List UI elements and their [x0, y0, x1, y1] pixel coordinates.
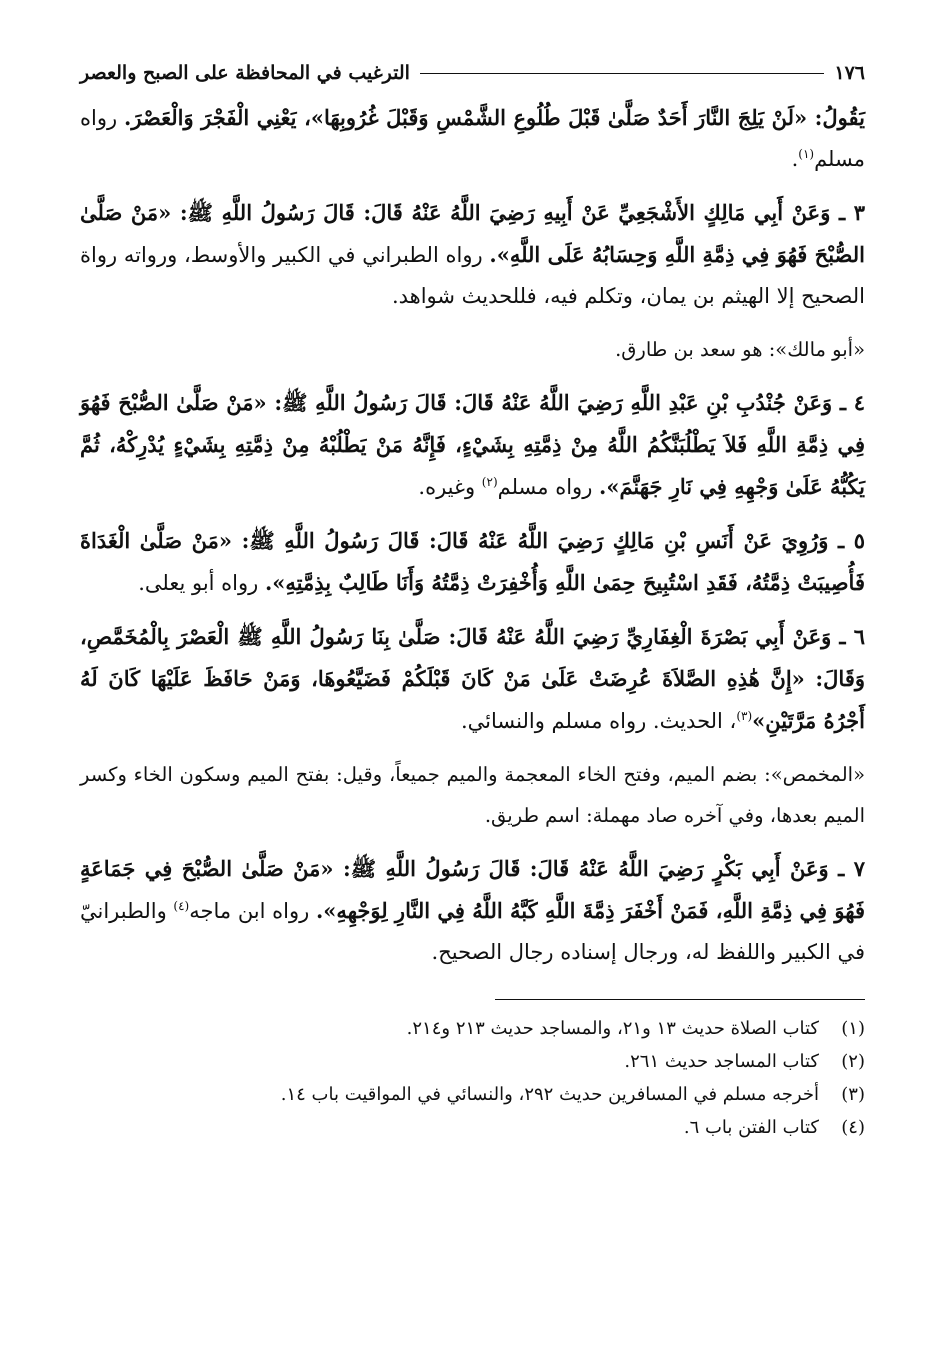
footnote-text: كتاب الفتن باب ٦. — [683, 1117, 819, 1138]
footnote-text: أخرجه مسلم في المسافرين حديث ٢٩٢، والنسائي في المواقيت باب ١٤. — [280, 1084, 819, 1105]
footnote-3 — [80, 1078, 865, 1111]
header-rule — [420, 73, 824, 74]
hadith-text: وَعَنْ جُنْدُبِ بْنِ عَبْدِ اللَّهِ رَضِيَ اللَّهُ عَنْهُ قَالَ: قَالَ رَسُولُ اللَّهِ ﷺ: «مَنْ صَلَّىٰ الصُّبْحَ فَهُوَ فِي ذِمَّةِ اللَّهِ فَلاَ يَطْلُبَنَّكُمُ اللَّهُ مِنْ ذِمَّتِهِ بِشَيْءٍ، فَإِنَّهُ مَنْ يَطْلُبْهُ مِنْ ذِمَّتِهِ بِشَيْءٍ يُدْرِكْهُ، ثُمَّ يَكُبُّهُ عَلَىٰ وَجْهِهِ فِي نَارِ جَهَنَّمَ». — [80, 390, 865, 499]
footnote-1 — [80, 1012, 865, 1045]
source-text: رواه الطبراني في الكبير والأوسط، ورواته رواة الصحيح إلا الهيثم بن يمان، وتكلم فيه، فللحديث شواهد. — [80, 243, 865, 308]
paragraph-number: ٤ ـ — [832, 390, 865, 415]
page-body — [80, 97, 865, 973]
footnote-number: (٢) — [841, 1051, 865, 1072]
hadith-text: وَعَنْ أَبِي بَصْرَةَ الْغِفَارِيِّ رَضِيَ اللَّهُ عَنْهُ قَالَ: صَلَّىٰ بِنَا رَسُولُ اللَّهِ ﷺ الْعَصْرَ بِالْمُخَمَّصِ، وَقَالَ: «إِنَّ هَٰذِهِ الصَّلاَةَ عُرِضَتْ عَلَىٰ مَنْ كَانَ قَبْلَكُمْ فَضَيَّعُوهَا، وَمَنْ حَافَظَ عَلَيْهَا كَانَ لَهُ أَجْرُهُ مَرَّتَيْنِ» — [80, 624, 865, 733]
footnote-2 — [80, 1045, 865, 1078]
source-text: رواه مسلم — [497, 475, 600, 499]
footnote-number: (١) — [841, 1018, 865, 1039]
after-text: والطبرانيّ في الكبير واللفظ له، ورجال إسناده رجال الصحيح. — [80, 899, 865, 964]
paragraph-1 — [80, 97, 865, 180]
footnote-ref: (٣) — [736, 709, 753, 723]
paragraph-4 — [80, 382, 865, 508]
hadith-text: وَعَنْ أَبِي مَالِكٍ الأَشْجَعِيِّ عَنْ أَبِيهِ رَضِيَ اللَّهُ عَنْهُ قَالَ: قَالَ رَسُولُ اللَّهِ ﷺ: «مَنْ صَلَّىٰ الصُّبْحَ فَهُوَ فِي ذِمَّةِ اللَّهِ وَحِسَابُهُ عَلَى اللَّهِ». — [80, 200, 865, 267]
hadith-text: يَقُولُ: «لَنْ يَلِجَ النَّارَ أَحَدٌ صَلَّىٰ قَبْلَ طُلُوعِ الشَّمْسِ وَقَبْلَ غُرُوبِهَا»، يَعْنِي الْفَجْرَ وَالْعَصْرَ. — [124, 105, 866, 130]
paragraph-number: ٥ ـ — [828, 528, 865, 553]
footnote-4 — [80, 1111, 865, 1144]
hadith-text: وَرُوِيَ عَنْ أَنَسِ بْنِ مَالِكٍ رَضِيَ اللَّهُ عَنْهُ قَالَ: قَالَ رَسُولُ اللَّهِ ﷺ: «مَنْ صَلَّىٰ الْغَدَاةَ فَأُصِيبَتْ ذِمَّتُهُ، فَقَدِ اسْتُبِيحَ حِمَىٰ اللَّهِ وَأُخْفِرَتْ ذِمَّتُهُ وَأَنَا طَالِبٌ بِذِمَّتِهِ». — [80, 528, 865, 595]
paragraph-number: ٧ ـ — [828, 856, 865, 881]
paragraph-7-note — [80, 754, 865, 836]
footnotes — [80, 1012, 865, 1144]
footnote-text: كتاب المساجد حديث ٢٦١. — [624, 1051, 819, 1072]
book-page — [80, 55, 865, 1144]
paragraph-6 — [80, 616, 865, 742]
paragraph-number: ٣ ـ — [830, 200, 865, 225]
paragraph-3-note — [80, 329, 865, 370]
page-header — [80, 55, 865, 91]
note-text: «أبو مالك»: هو سعد بن طارق. — [615, 338, 865, 361]
footnote-number: (٣) — [841, 1084, 865, 1105]
footnote-ref: (٢) — [481, 475, 498, 489]
paragraph-2 — [80, 192, 865, 317]
footnote-separator — [495, 999, 865, 1000]
footnote-ref: (١) — [798, 147, 815, 161]
source-text: رواه أبو يعلى. — [138, 571, 265, 595]
paragraph-8 — [80, 848, 865, 973]
after-text: . — [791, 147, 799, 171]
after-text: وغيره. — [418, 475, 482, 499]
running-title: الترغيب في المحافظة على الصبح والعصر — [80, 62, 410, 84]
note-text: «المخمص»: بضم الميم، وفتح الخاء المعجمة والميم جميعاً، وقيل: بفتح الميم وسكون الخاء وكسر الميم بعدها، وفي آخره صاد مهملة: اسم طريق. — [80, 763, 865, 827]
footnote-text: كتاب الصلاة حديث ١٣ و٢١، والمساجد حديث ٢١٣ و٢١٤. — [406, 1018, 819, 1039]
after-text: ، الحديث. رواه مسلم والنسائي. — [460, 709, 737, 733]
source-text: رواه مسلم — [80, 106, 865, 171]
hadith-text: وَعَنْ أَبِي بَكْرٍ رَضِيَ اللَّهُ عَنْهُ قَالَ: قَالَ رَسُولُ اللَّهِ ﷺ: «مَنْ صَلَّىٰ الصُّبْحَ فِي جَمَاعَةٍ فَهُوَ فِي ذِمَّةِ اللَّهِ، فَمَنْ أَخْفَرَ ذِمَّةَ اللَّهِ كَبَّهُ اللَّهُ فِي النَّارِ لِوَجْهِهِ». — [80, 856, 865, 923]
footnote-ref: (٤) — [173, 899, 190, 913]
page-number: ١٧٦ — [834, 62, 865, 84]
paragraph-5 — [80, 520, 865, 604]
paragraph-number: ٦ ـ — [831, 624, 865, 649]
source-text: رواه ابن ماجه — [189, 899, 316, 923]
footnote-number: (٤) — [841, 1117, 865, 1138]
